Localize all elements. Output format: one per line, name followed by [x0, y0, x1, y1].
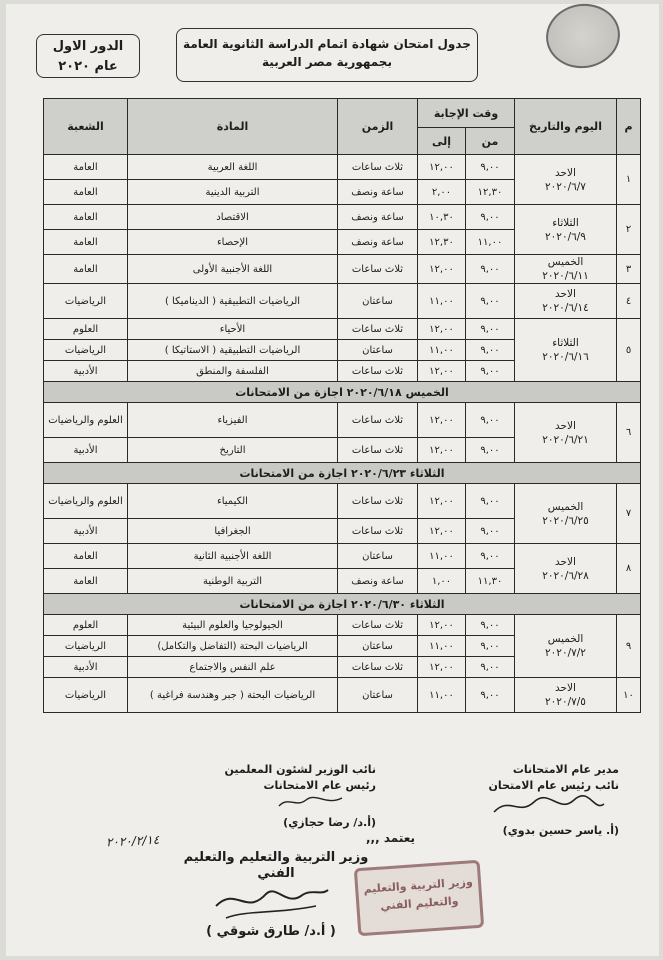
time-from: ٩,٠٠	[466, 319, 515, 340]
header-answer-time: وقت الإجابة	[418, 99, 515, 128]
exam-date: ٢٠٢٠/٦/٧	[545, 180, 586, 193]
table-row	[44, 403, 641, 438]
table-row	[44, 484, 641, 519]
exam-date: ٢٠٢٠/٦/١٦	[542, 351, 589, 363]
time-from: ٩,٠٠	[466, 340, 515, 361]
time-to: ١١,٠٠	[418, 636, 466, 657]
right-signature-block	[469, 762, 619, 839]
left-sig-title-1: نائب الوزير لشئون المعلمين	[224, 763, 376, 776]
duration: ساعة ونصف	[338, 569, 418, 594]
subject: التربية الدينية	[128, 180, 338, 205]
time-from: ٩,٠٠	[466, 255, 515, 284]
row-number: ٩	[617, 615, 641, 678]
header-day-date: اليوم والتاريخ	[515, 99, 617, 155]
document-title	[176, 28, 478, 82]
duration: ثلاث ساعات	[338, 438, 418, 463]
exam-date: ٢٠٢٠/٦/٢٨	[542, 569, 589, 582]
branch: الرياضيات	[44, 284, 128, 319]
duration: ساعة ونصف	[338, 205, 418, 230]
subject: اللغة العربية	[128, 155, 338, 180]
right-sig-title-1: مدير عام الامتحانات	[512, 763, 619, 776]
duration: ساعتان	[338, 636, 418, 657]
duration: ثلاث ساعات	[338, 361, 418, 382]
day-date-cell	[515, 205, 617, 255]
time-from: ٩,٠٠	[466, 678, 515, 713]
duration: ثلاث ساعات	[338, 403, 418, 438]
time-to: ٢,٠٠	[418, 180, 466, 205]
subject: الجيولوجيا والعلوم البيئية	[128, 615, 338, 636]
subject: التاريخ	[128, 438, 338, 463]
round-label: الدور الاول	[52, 39, 124, 54]
subject: الكيمياء	[128, 484, 338, 519]
time-to: ١١,٠٠	[418, 544, 466, 569]
right-handwritten-signature	[489, 794, 609, 818]
minister-name: ( أ.د/ طارق شوقي )	[206, 924, 336, 939]
table-row	[44, 155, 641, 180]
time-to: ١١,٠٠	[418, 284, 466, 319]
day-name: الثلاثاء	[552, 337, 579, 349]
branch: العلوم	[44, 319, 128, 340]
row-number: ١	[617, 155, 641, 205]
subject: اللغة الأجنبية الثانية	[128, 544, 338, 569]
day-name: الاحد	[555, 555, 576, 568]
time-to: ١٢,٠٠	[418, 484, 466, 519]
table-row	[44, 544, 641, 569]
year-label: عام ٢٠٢٠	[58, 59, 118, 74]
day-date-cell	[515, 544, 617, 594]
duration: ساعتان	[338, 678, 418, 713]
time-from: ٩,٠٠	[466, 657, 515, 678]
branch: الأدبية	[44, 519, 128, 544]
branch: العامة	[44, 255, 128, 284]
branch: العامة	[44, 205, 128, 230]
day-name: الخميس	[547, 633, 584, 645]
branch: العلوم	[44, 615, 128, 636]
time-to: ١١,٠٠	[418, 678, 466, 713]
branch: العامة	[44, 155, 128, 180]
left-sig-title-2: رئيس عام الامتحانات	[263, 779, 376, 792]
duration: ساعتان	[338, 340, 418, 361]
header-from: من	[466, 128, 515, 155]
branch: الأدبية	[44, 438, 128, 463]
time-from: ٩,٠٠	[466, 484, 515, 519]
header-duration: الزمن	[338, 99, 418, 155]
handwritten-date: ٢٠٢٠/٢/١٤	[105, 832, 160, 850]
left-signature-block	[176, 762, 376, 831]
duration: ثلاث ساعات	[338, 155, 418, 180]
day-name: الخميس	[547, 500, 584, 513]
document-page	[6, 4, 659, 956]
time-from: ١١,٣٠	[466, 569, 515, 594]
holiday-label: الخميس ٢٠٢٠/٦/١٨ اجازة من الامتحانات	[44, 382, 641, 403]
duration: ثلاث ساعات	[338, 255, 418, 284]
day-date-cell	[515, 678, 617, 713]
table-row	[44, 205, 641, 230]
day-name: الخميس	[547, 256, 584, 268]
holiday-row	[44, 382, 641, 403]
row-number: ٢	[617, 205, 641, 255]
time-from: ٩,٠٠	[466, 519, 515, 544]
row-number: ٥	[617, 319, 641, 382]
exam-date: ٢٠٢٠/٦/١٤	[542, 302, 589, 314]
day-date-cell	[515, 319, 617, 382]
time-to: ١٢,٠٠	[418, 255, 466, 284]
duration: ثلاث ساعات	[338, 519, 418, 544]
left-sig-name: (أ.د/ رضا حجازي)	[283, 816, 376, 829]
branch: الرياضيات	[44, 636, 128, 657]
subject: الرياضيات البحتة ( جبر وهندسة فراغية )	[128, 678, 338, 713]
subject: اللغة الأجنبية الأولى	[128, 255, 338, 284]
time-from: ٩,٠٠	[466, 361, 515, 382]
branch: العامة	[44, 544, 128, 569]
subject: التربية الوطنية	[128, 569, 338, 594]
duration: ساعتان	[338, 284, 418, 319]
day-name: الاحد	[555, 288, 576, 300]
subject: الجغرافيا	[128, 519, 338, 544]
row-number: ٣	[617, 255, 641, 284]
exam-date: ٢٠٢٠/٦/٢٥	[542, 514, 589, 527]
branch: الأدبية	[44, 361, 128, 382]
minister-title: وزير التربية والتعليم والتعليم الفني	[183, 850, 369, 881]
time-to: ١٢,٠٠	[418, 519, 466, 544]
title-line-1: جدول امتحان شهادة اتمام الدراسة الثانوية العامة	[183, 37, 471, 51]
time-to: ١٢,٠٠	[418, 615, 466, 636]
holiday-row	[44, 594, 641, 615]
table-row	[44, 255, 641, 284]
subject: علم النفس والاجتماع	[128, 657, 338, 678]
day-date-cell	[515, 284, 617, 319]
row-number: ٦	[617, 403, 641, 463]
branch: العلوم والرياضيات	[44, 403, 128, 438]
time-from: ٩,٠٠	[466, 155, 515, 180]
title-line-2: بجمهورية مصر العربية	[262, 55, 392, 69]
right-sig-title-2: نائب رئيس عام الامتحان	[488, 779, 619, 792]
time-to: ١٢,٣٠	[418, 230, 466, 255]
time-to: ١٢,٠٠	[418, 438, 466, 463]
time-to: ١٢,٠٠	[418, 319, 466, 340]
row-number: ٤	[617, 284, 641, 319]
official-stamp	[354, 860, 484, 937]
right-sig-name: (أ. ياسر حسين بدوي)	[502, 824, 619, 837]
branch: العامة	[44, 180, 128, 205]
table-row	[44, 284, 641, 319]
row-number: ١٠	[617, 678, 641, 713]
header-no: م	[617, 99, 641, 155]
branch: الأدبية	[44, 657, 128, 678]
exam-date: ٢٠٢٠/٧/٥	[545, 696, 586, 708]
day-name: الثلاثاء	[552, 216, 579, 229]
day-name: الاحد	[555, 419, 576, 432]
branch: الرياضيات	[44, 340, 128, 361]
subject: الاقتصاد	[128, 205, 338, 230]
table-row	[44, 319, 641, 340]
header-to: إلى	[418, 128, 466, 155]
time-from: ٩,٠٠	[466, 544, 515, 569]
time-to: ١٢,٠٠	[418, 657, 466, 678]
holiday-row	[44, 463, 641, 484]
subject: الرياضيات التطبيقية ( الاستاتيكا )	[128, 340, 338, 361]
subject: الرياضيات البحتة (التفاضل والتكامل)	[128, 636, 338, 657]
left-handwritten-signature	[276, 794, 346, 810]
duration: ثلاث ساعات	[338, 484, 418, 519]
branch: الرياضيات	[44, 678, 128, 713]
time-from: ٩,٠٠	[466, 636, 515, 657]
time-from: ٩,٠٠	[466, 403, 515, 438]
subject: الفيزياء	[128, 403, 338, 438]
day-date-cell	[515, 403, 617, 463]
day-date-cell	[515, 255, 617, 284]
time-from: ٩,٠٠	[466, 438, 515, 463]
time-to: ١١,٠٠	[418, 340, 466, 361]
time-to: ١٠,٣٠	[418, 205, 466, 230]
duration: ثلاث ساعات	[338, 657, 418, 678]
exam-date: ٢٠٢٠/٦/٩	[545, 230, 586, 243]
minister-handwritten-signature	[206, 866, 336, 926]
day-date-cell	[515, 484, 617, 544]
day-name: الاحد	[555, 166, 576, 179]
subject: الأحياء	[128, 319, 338, 340]
duration: ساعتان	[338, 544, 418, 569]
time-to: ١,٠٠	[418, 569, 466, 594]
row-number: ٧	[617, 484, 641, 544]
time-from: ١٢,٣٠	[466, 180, 515, 205]
header-subject: المادة	[128, 99, 338, 155]
branch: العلوم والرياضيات	[44, 484, 128, 519]
day-date-cell	[515, 615, 617, 678]
exam-date: ٢٠٢٠/٦/٢١	[542, 433, 589, 446]
stamp-text: وزير التربية والتعليم والتعليم الفني	[363, 875, 474, 913]
exam-date: ٢٠٢٠/٦/١١	[542, 270, 589, 282]
header-branch: الشعبة	[44, 99, 128, 155]
round-box	[36, 34, 140, 78]
time-from: ٩,٠٠	[466, 615, 515, 636]
day-name: الاحد	[555, 682, 576, 694]
time-to: ١٢,٠٠	[418, 403, 466, 438]
duration: ثلاث ساعات	[338, 615, 418, 636]
exam-schedule-table	[43, 98, 641, 713]
holiday-label: الثلاثاء ٢٠٢٠/٦/٢٣ اجازة من الامتحانات	[44, 463, 641, 484]
ministry-logo	[542, 0, 624, 73]
duration: ثلاث ساعات	[338, 319, 418, 340]
duration: ساعة ونصف	[338, 230, 418, 255]
subject: الإحصاء	[128, 230, 338, 255]
time-from: ٩,٠٠	[466, 205, 515, 230]
approved-label: يعتمد ,,,	[366, 831, 416, 845]
table-row	[44, 678, 641, 713]
subject: الفلسفة والمنطق	[128, 361, 338, 382]
branch: العامة	[44, 569, 128, 594]
day-date-cell	[515, 155, 617, 205]
holiday-label: الثلاثاء ٢٠٢٠/٦/٣٠ اجازة من الامتحانات	[44, 594, 641, 615]
subject: الرياضيات التطبيقية ( الديناميكا )	[128, 284, 338, 319]
table-row	[44, 615, 641, 636]
exam-date: ٢٠٢٠/٧/٢	[545, 647, 586, 659]
branch: العامة	[44, 230, 128, 255]
time-to: ١٢,٠٠	[418, 155, 466, 180]
row-number: ٨	[617, 544, 641, 594]
time-from: ٩,٠٠	[466, 284, 515, 319]
time-to: ١٢,٠٠	[418, 361, 466, 382]
duration: ساعة ونصف	[338, 180, 418, 205]
time-from: ١١,٠٠	[466, 230, 515, 255]
